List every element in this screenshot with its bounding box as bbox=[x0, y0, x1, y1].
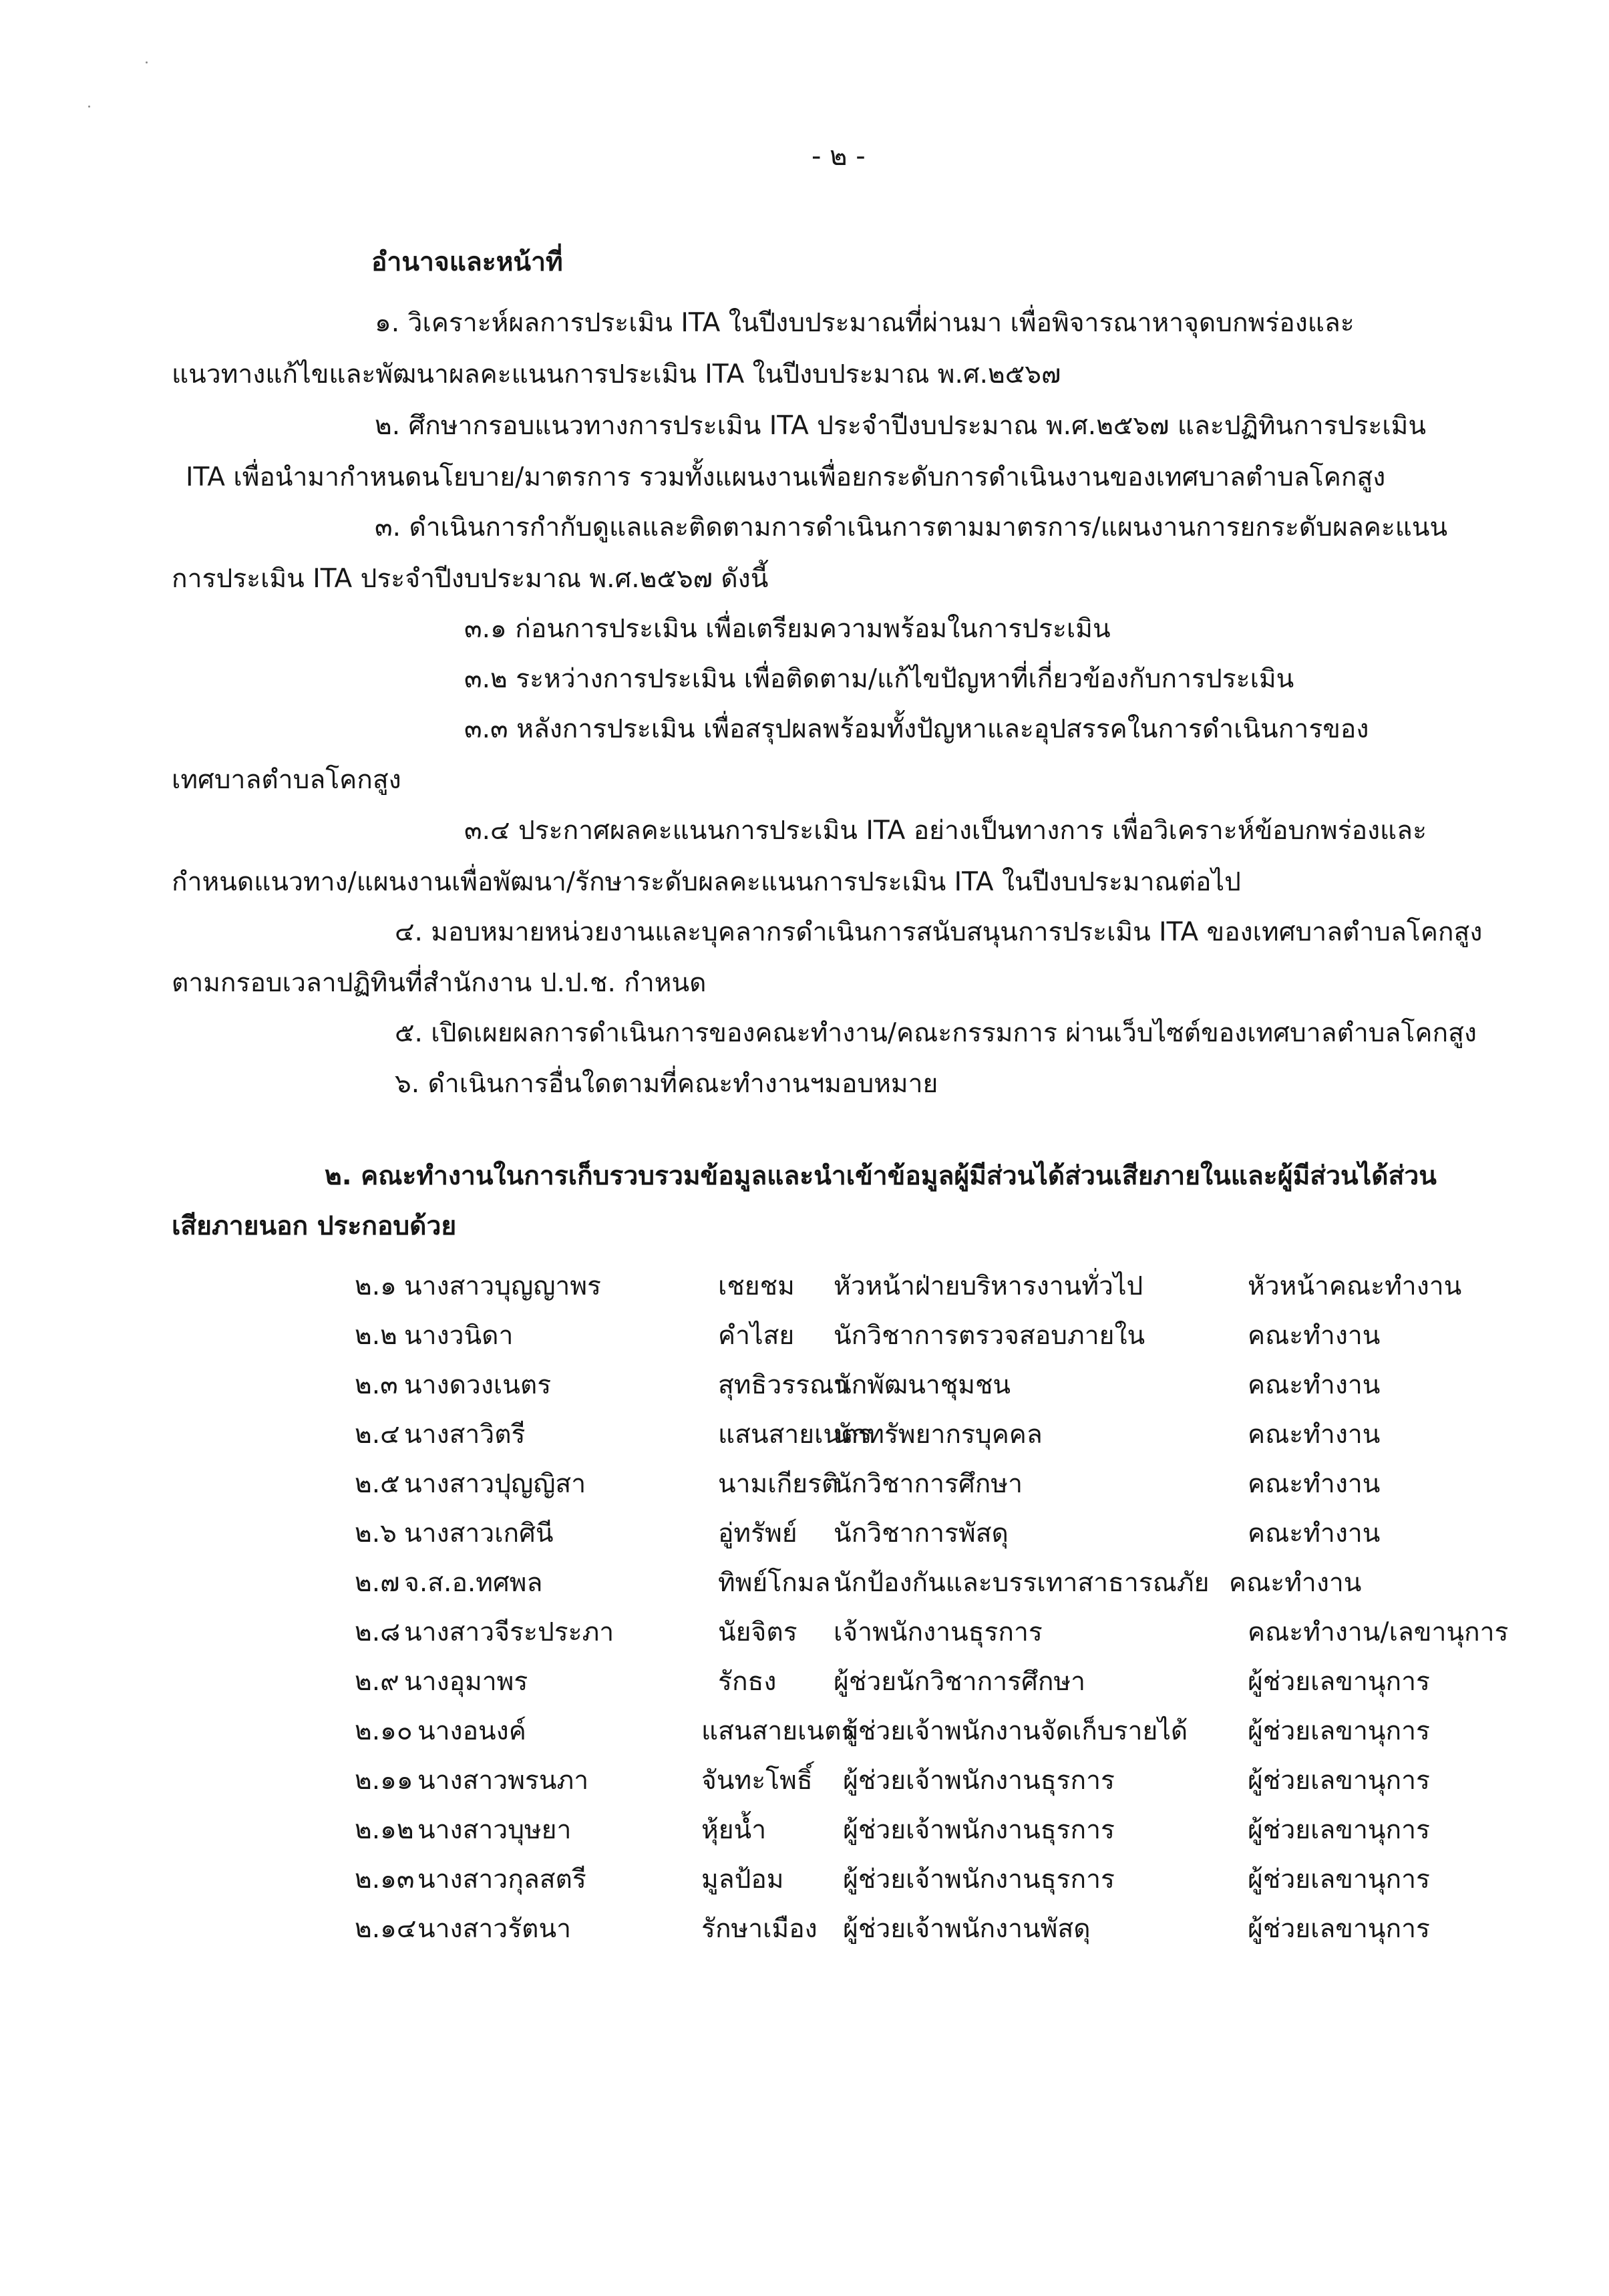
member-surname: นามเกียรติ bbox=[718, 1469, 839, 1499]
member-number: ๒.๓ bbox=[355, 1370, 398, 1400]
duty-6: ๖. ดำเนินการอื่นใดตามที่คณะทำงานฯมอบหมาย bbox=[395, 1069, 938, 1099]
member-row bbox=[0, 1570, 1609, 1603]
member-number: ๒.๗ bbox=[355, 1568, 400, 1598]
member-name: จ.ส.อ.ทศพล bbox=[404, 1568, 543, 1598]
member-name: นางอุมาพร bbox=[404, 1667, 528, 1697]
duty-3-4-line2: กำหนดแนวทาง/แผนงานเพื่อพัฒนา/รักษาระดับผลคะแนนการประเมิน ITA ในปีงบประมาณต่อไป bbox=[172, 867, 1241, 897]
member-role: คณะทำงาน bbox=[1248, 1321, 1381, 1351]
member-name: นางสาวพรนภา bbox=[417, 1766, 589, 1796]
member-number: ๒.๑๐ bbox=[355, 1716, 413, 1746]
member-surname: จันทะโพธิ์ bbox=[701, 1766, 813, 1796]
member-position: นักวิชาการศึกษา bbox=[834, 1469, 1023, 1499]
member-row bbox=[0, 1323, 1609, 1356]
member-row bbox=[0, 1520, 1609, 1554]
member-position: ผู้ช่วยนักวิชาการศึกษา bbox=[834, 1667, 1086, 1697]
member-number: ๒.๒ bbox=[355, 1321, 397, 1351]
member-row bbox=[0, 1422, 1609, 1455]
member-role: คณะทำงาน bbox=[1229, 1568, 1362, 1598]
duty-3-1: ๓.๑ ก่อนการประเมิน เพื่อเตรียมความพร้อมในการประเมิน bbox=[464, 614, 1111, 644]
duty-4-line1: ๔. มอบหมายหน่วยงานและบุคลากรดำเนินการสนับสนุนการประเมิน ITA ของเทศบาลตำบลโคกสูง bbox=[395, 917, 1483, 947]
member-row bbox=[0, 1669, 1609, 1702]
member-row bbox=[0, 1916, 1609, 1949]
member-surname: คำไสย bbox=[718, 1321, 795, 1351]
member-surname: อู่ทรัพย์ bbox=[718, 1518, 797, 1548]
member-position: เจ้าพนักงานธุรการ bbox=[834, 1617, 1043, 1647]
duty-3-line2: การประเมิน ITA ประจำปีงบประมาณ พ.ศ.๒๕๖๗ ดังนี้ bbox=[172, 564, 769, 594]
member-position: นักป้องกันและบรรเทาสาธารณภัย bbox=[834, 1568, 1210, 1598]
member-surname: เชยชม bbox=[718, 1271, 795, 1301]
duty-2-line2: ITA เพื่อนำมากำหนดนโยบาย/มาตรการ รวมทั้งแผนงานเพื่อยกระดับการดำเนินงานของเทศบาลตำบลโคกสูง bbox=[186, 462, 1386, 492]
member-position: นักวิชาการพัสดุ bbox=[834, 1518, 1009, 1548]
member-name: นางดวงเนตร bbox=[404, 1370, 552, 1400]
duty-4-line2: ตามกรอบเวลาปฏิทินที่สำนักงาน ป.ป.ช. กำหนด bbox=[172, 968, 707, 998]
member-name: นางสาวรัตนา bbox=[417, 1914, 572, 1944]
member-number: ๒.๑๒ bbox=[355, 1815, 414, 1845]
duty-3-line1: ๓. ดำเนินการกำกับดูแลและติดตามการดำเนินการตามมาตรการ/แผนงานการยกระดับผลคะแนน bbox=[375, 512, 1448, 542]
duty-3-3-line2: เทศบาลตำบลโคกสูง bbox=[172, 765, 401, 795]
member-role: คณะทำงาน bbox=[1248, 1518, 1381, 1548]
member-number: ๒.๑๓ bbox=[355, 1864, 415, 1895]
member-row bbox=[0, 1471, 1609, 1504]
member-row bbox=[0, 1866, 1609, 1900]
member-row bbox=[0, 1273, 1609, 1307]
member-role: คณะทำงาน/เลขานุการ bbox=[1248, 1617, 1509, 1647]
member-surname: นัยจิตร bbox=[718, 1617, 797, 1647]
duty-1-line1: ๑. วิเคราะห์ผลการประเมิน ITA ในปีงบประมาณที่ผ่านมา เพื่อพิจารณาหาจุดบกพร่องและ bbox=[375, 308, 1355, 338]
member-row bbox=[0, 1718, 1609, 1752]
member-number: ๒.๙ bbox=[355, 1667, 399, 1697]
duty-5: ๕. เปิดเผยผลการดำเนินการของคณะทำงาน/คณะกรรมการ ผ่านเว็บไซต์ของเทศบาลตำบลโคกสูง bbox=[395, 1018, 1477, 1048]
member-role: ผู้ช่วยเลขานุการ bbox=[1248, 1667, 1430, 1697]
member-role: คณะทำงาน bbox=[1248, 1469, 1381, 1499]
section1-heading: อำนาจและหน้าที่ bbox=[371, 247, 563, 277]
member-surname: ทิพย์โกมล bbox=[718, 1568, 831, 1598]
member-name: นางอนงค์ bbox=[417, 1716, 526, 1746]
member-position: นักพัฒนาชุมชน bbox=[834, 1370, 1011, 1400]
member-role: หัวหน้าคณะทำงาน bbox=[1248, 1271, 1462, 1301]
member-position: ผู้ช่วยเจ้าพนักงานธุรการ bbox=[843, 1864, 1115, 1895]
member-position: หัวหน้าฝ่ายบริหารงานทั่วไป bbox=[834, 1271, 1143, 1301]
member-surname: มูลป้อม bbox=[701, 1864, 784, 1895]
duty-2-line1: ๒. ศึกษากรอบแนวทางการประเมิน ITA ประจำปีงบประมาณ พ.ศ.๒๕๖๗ และปฏิทินการประเมิน bbox=[375, 411, 1426, 441]
member-role: คณะทำงาน bbox=[1248, 1370, 1381, 1400]
member-number: ๒.๔ bbox=[355, 1420, 400, 1450]
member-surname: สุทธิวรรณา bbox=[718, 1370, 849, 1400]
member-position: ผู้ช่วยเจ้าพนักงานธุรการ bbox=[843, 1766, 1115, 1796]
section2-heading-line1: ๒. คณะทำงานในการเก็บรวบรวมข้อมูลและนำเข้าข้อมูลผู้มีส่วนได้ส่วนเสียภายในและผู้มีส่วนได้ส่วน bbox=[325, 1161, 1437, 1191]
member-row bbox=[0, 1768, 1609, 1801]
member-row bbox=[0, 1817, 1609, 1850]
duty-3-4-line1: ๓.๔ ประกาศผลคะแนนการประเมิน ITA อย่างเป็นทางการ เพื่อวิเคราะห์ข้อบกพร่องและ bbox=[464, 816, 1427, 846]
member-position: นักวิชาการตรวจสอบภายใน bbox=[834, 1321, 1145, 1351]
member-row bbox=[0, 1619, 1609, 1653]
member-surname: รักษาเมือง bbox=[701, 1914, 818, 1944]
member-position: ผู้ช่วยเจ้าพนักงานธุรการ bbox=[843, 1815, 1115, 1845]
member-role: ผู้ช่วยเลขานุการ bbox=[1248, 1815, 1430, 1845]
member-name: นางสาวปุญญิสา bbox=[404, 1469, 586, 1499]
member-position: ผู้ช่วยเจ้าพนักงานพัสดุ bbox=[843, 1914, 1091, 1944]
member-name: นางสาวเกศินี bbox=[404, 1518, 554, 1548]
member-name: นางสาวบุญญาพร bbox=[404, 1271, 601, 1301]
member-surname: หุ้ยน้ำ bbox=[701, 1815, 767, 1845]
page-number: - ๒ - bbox=[812, 141, 866, 172]
member-role: คณะทำงาน bbox=[1248, 1420, 1381, 1450]
duty-3-3-line1: ๓.๓ หลังการประเมิน เพื่อสรุปผลพร้อมทั้งปัญหาและอุปสรรคในการดำเนินการของ bbox=[464, 714, 1369, 744]
duty-1-line2: แนวทางแก้ไขและพัฒนาผลคะแนนการประเมิน ITA ในปีงบประมาณ พ.ศ.๒๕๖๗ bbox=[172, 359, 1061, 389]
member-surname: แสนสายเนตร bbox=[701, 1716, 856, 1746]
member-number: ๒.๘ bbox=[355, 1617, 401, 1647]
member-number: ๒.๑๔ bbox=[355, 1914, 417, 1944]
member-number: ๒.๕ bbox=[355, 1469, 400, 1499]
member-role: ผู้ช่วยเลขานุการ bbox=[1248, 1914, 1430, 1944]
member-row bbox=[0, 1372, 1609, 1406]
member-number: ๒.๑๑ bbox=[355, 1766, 413, 1796]
member-name: นางสาวกุลสตรี bbox=[417, 1864, 586, 1895]
duty-3-2: ๓.๒ ระหว่างการประเมิน เพื่อติดตาม/แก้ไขปัญหาที่เกี่ยวข้องกับการประเมิน bbox=[464, 664, 1294, 694]
member-position: นักทรัพยากรบุคคล bbox=[834, 1420, 1043, 1450]
member-surname: แสนสายเนตร bbox=[718, 1420, 872, 1450]
member-role: ผู้ช่วยเลขานุการ bbox=[1248, 1766, 1430, 1796]
member-position: ผู้ช่วยเจ้าพนักงานจัดเก็บรายได้ bbox=[843, 1716, 1188, 1746]
member-surname: รักธง bbox=[718, 1667, 777, 1697]
member-number: ๒.๖ bbox=[355, 1518, 397, 1548]
member-name: นางสาวจีระประภา bbox=[404, 1617, 614, 1647]
member-name: นางสาวิตรี bbox=[404, 1420, 526, 1450]
member-role: ผู้ช่วยเลขานุการ bbox=[1248, 1864, 1430, 1895]
member-name: นางวนิดา bbox=[404, 1321, 514, 1351]
section2-heading-line2: เสียภายนอก ประกอบด้วย bbox=[172, 1211, 457, 1241]
member-number: ๒.๑ bbox=[355, 1271, 397, 1301]
member-name: นางสาวบุษยา bbox=[417, 1815, 572, 1845]
member-role: ผู้ช่วยเลขานุการ bbox=[1248, 1716, 1430, 1746]
